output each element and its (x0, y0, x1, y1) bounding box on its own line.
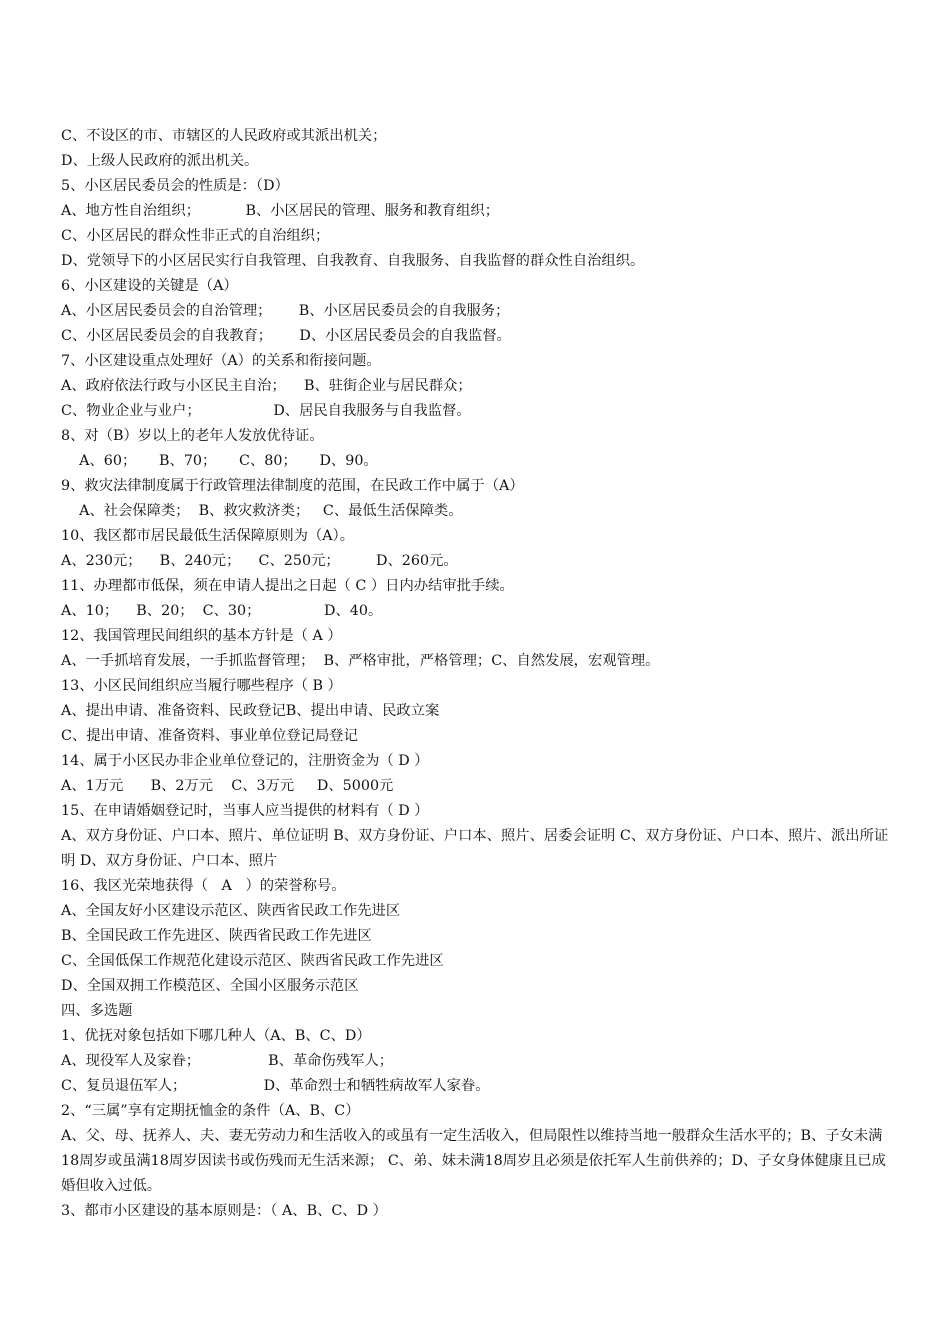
option-line: A、社会保障类； B、救灾救济类； C、最低生活保障类。 (61, 503, 463, 519)
question-5: 5、小区居民委员会的性质是：（D） (61, 178, 289, 194)
option-line: A、政府依法行政与小区民主自治； B、驻街企业与居民群众； (61, 378, 472, 394)
question-10: 10、我区都市居民最低生活保障原则为（A）。 (61, 528, 355, 544)
question-9: 9、救灾法律制度属于行政管理法律制度的范围，在民政工作中属于（A） (61, 478, 524, 494)
option-line: A、60； B、70； C、80； D、90。 (61, 453, 378, 469)
question-12: 12、我国管理民间组织的基本方针是（ A ） (61, 628, 342, 644)
option-line: A、现役军人及家眷； B、革命伤残军人； (61, 1053, 394, 1069)
question-15: 15、在申请婚姻登记时，当事人应当提供的材料有（ D ） (61, 803, 429, 819)
text-line: C、不设区的市、市辖区的人民政府或其派出机关； (61, 128, 387, 144)
option-line: A、全国友好小区建设示范区、陕西省民政工作先进区 (61, 903, 401, 919)
option-line: A、提出申请、准备资料、民政登记B、提出申请、民政立案 (61, 703, 440, 719)
option-line: D、全国双拥工作模范区、全国小区服务示范区 (61, 978, 359, 994)
option-line: A、小区居民委员会的自治管理； B、小区居民委员会的自我服务； (61, 303, 510, 319)
question-16: 16、我区光荣地获得（ A ）的荣誉称号。 (61, 878, 346, 894)
option-line: A、地方性自治组织； B、小区居民的管理、服务和教育组织； (61, 203, 499, 219)
option-paragraph: A、双方身份证、户口本、照片、单位证明 B、双方身份证、户口本、照片、居委会证明 C、双方身份证、户口本、照片、派出所证明 D、双方身份证、户口本、照片 (61, 828, 889, 869)
option-line: C、小区居民委员会的自我教育； D、小区居民委员会的自我监督。 (61, 328, 511, 344)
question-6: 6、小区建设的关键是（A） (61, 278, 238, 294)
mc-question-1: 1、优抚对象包括如下哪几种人（A、B、C、D） (61, 1028, 371, 1044)
option-line: C、物业企业与业户； D、居民自我服务与自我监督。 (61, 403, 471, 419)
mc-question-3: 3、都市小区建设的基本原则是：（ A、B、C、D ） (61, 1203, 387, 1219)
document-body (61, 124, 891, 1224)
question-7: 7、小区建设重点处理好（A）的关系和衔接问题。 (61, 353, 381, 369)
option-line: C、复员退伍军人； D、革命烈士和牺牲病故军人家眷。 (61, 1078, 490, 1094)
mc-question-2: 2、“三属”享有定期抚恤金的条件（A、B、C） (61, 1103, 360, 1119)
option-line: A、一手抓培育发展，一手抓监督管理； B、严格审批，严格管理；C、自然发展，宏观管理。 (61, 653, 660, 669)
question-8: 8、对（B）岁以上的老年人发放优待证。 (61, 428, 324, 444)
section-heading: 四、多选题 (61, 1003, 133, 1019)
text-line: D、上级人民政府的派出机关。 (61, 153, 259, 169)
question-13: 13、小区民间组织应当履行哪些程序（ B ） (61, 678, 342, 694)
question-14: 14、属于小区民办非企业单位登记的，注册资金为（ D ） (61, 753, 429, 769)
option-line: D、党领导下的小区居民实行自我管理、自我教育、自我服务、自我监督的群众性自治组织。 (61, 253, 645, 269)
option-paragraph: A、父、母、抚养人、夫、妻无劳动力和生活收入的或虽有一定生活收入，但局限性以维持当地一般群众生活水平的；B、子女未满18周岁或虽满18周岁因读书或伤残而无生活来源； C、弟、妹未满18周岁且必须是依托军人生前供养的；D、子女身体健康且已成婚但收入过低。 (61, 1128, 886, 1194)
question-11: 11、办理都市低保，须在申请人提出之日起（ C ）日内办结审批手续。 (61, 578, 514, 594)
option-line: A、1万元 B、2万元 C、3万元 D、5000元 (61, 778, 394, 794)
option-line: C、小区居民的群众性非正式的自治组织； (61, 228, 330, 244)
option-line: C、提出申请、准备资料、事业单位登记局登记 (61, 728, 358, 744)
option-line: B、全国民政工作先进区、陕西省民政工作先进区 (61, 928, 372, 944)
option-line: C、全国低保工作规范化建设示范区、陕西省民政工作先进区 (61, 953, 444, 969)
option-line: A、10； B、20； C、30； D、40。 (61, 603, 383, 619)
option-line: A、230元； B、240元； C、250元； D、260元。 (61, 553, 458, 569)
